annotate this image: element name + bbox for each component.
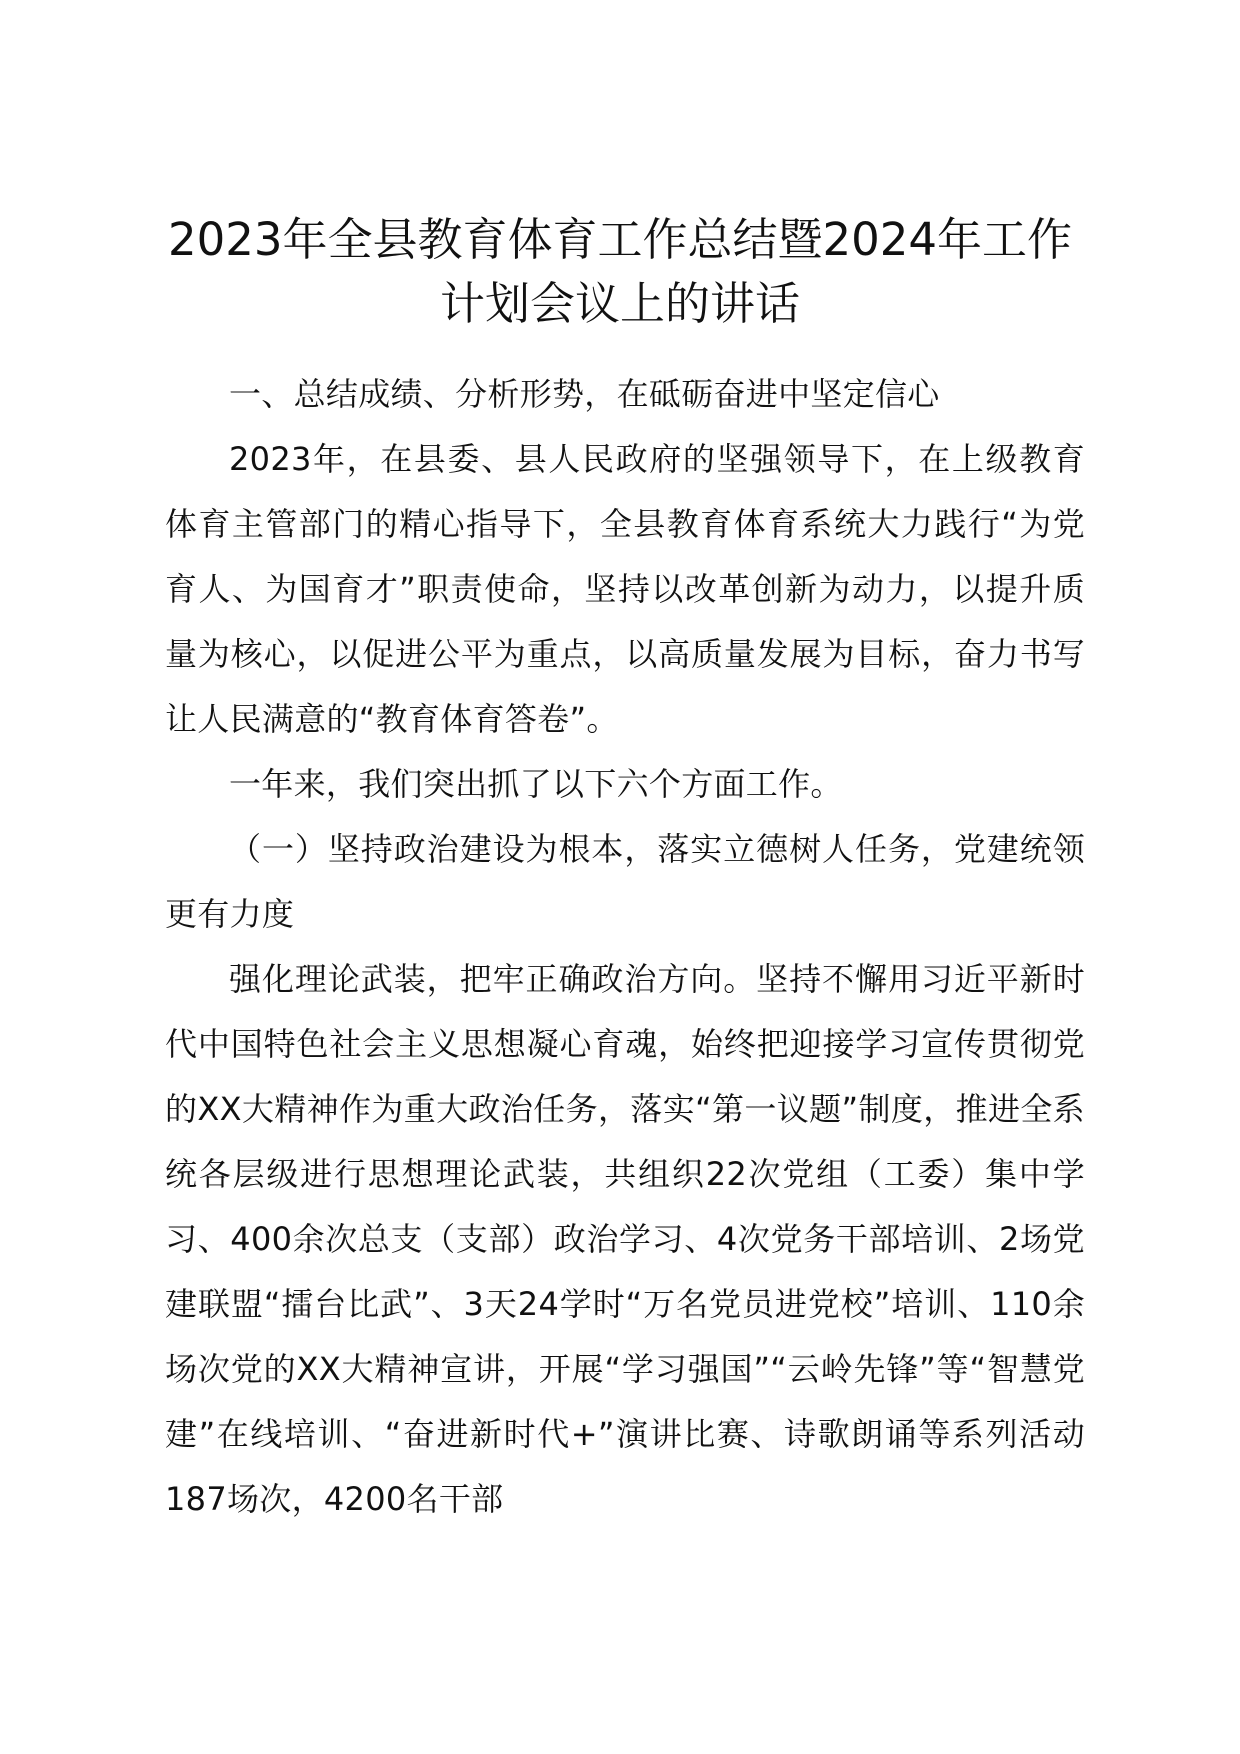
subsection-heading: （一）坚持政治建设为根本，落实立德树人任务，党建统领更有力度 <box>165 830 1085 933</box>
section-heading: 一、总结成绩、分析形势，在砥砺奋进中坚定信心 <box>229 375 940 413</box>
document-body <box>165 362 1085 1532</box>
paragraph-theory: 强化理论武装，把牢正确政治方向。坚持不懈用习近平新时代中国特色社会主义思想凝心育魂，始终把迎接学习宣传贯彻党的XX大精神作为重大政治任务，落实“第一议题”制度，推进全系统各层级进行思想理论武装，共组织22次党组（工委）集中学习、400余次总支（支部）政治学习、4次党务干部培训、2场党建联盟“擂台比武”、3天24学时“万名党员进党校”培训、110余场次党的XX大精神宣讲，开展“学习强国”“云岭先锋”等“智慧党建”在线培训、“奋进新时代+”演讲比赛、诗歌朗诵等系列活动187场次，4200名干部 <box>165 960 1085 1518</box>
document-title: 2023年全县教育体育工作总结暨2024年工作计划会议上的讲话 <box>167 213 1073 330</box>
paragraph-intro: 2023年，在县委、县人民政府的坚强领导下，在上级教育体育主管部门的精心指导下，全县教育体育系统大力践行“为党育人、为国育才”职责使命，坚持以改革创新为动力，以提升质量为核心，以促进公平为重点，以高质量发展为目标，奋力书写让人民满意的“教育体育答卷”。 <box>165 440 1085 738</box>
paragraph-overview: 一年来，我们突出抓了以下六个方面工作。 <box>229 765 843 803</box>
